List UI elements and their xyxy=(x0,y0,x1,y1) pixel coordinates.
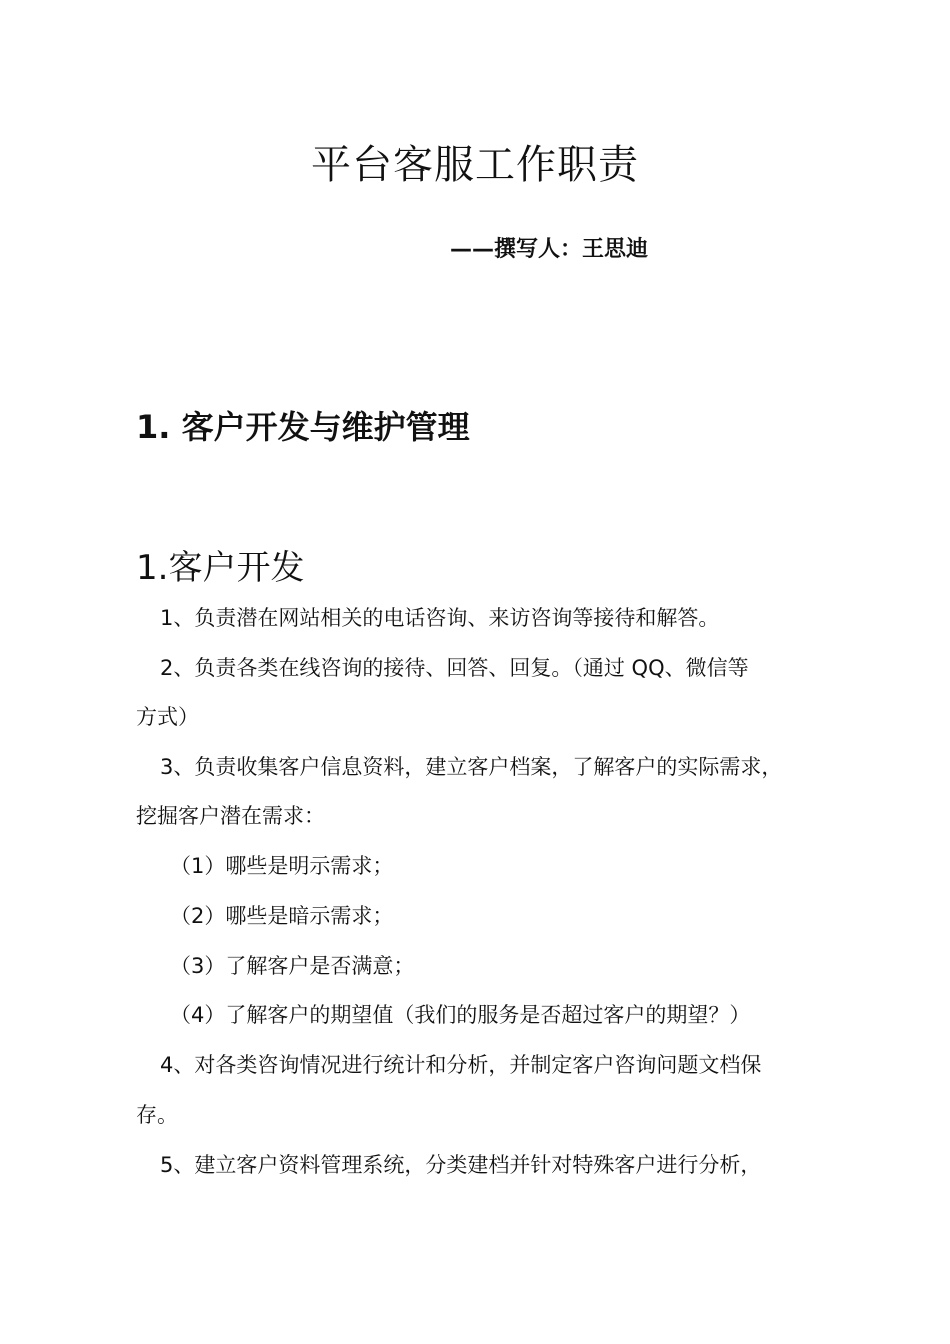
section-heading: 1. 客户开发与维护管理 xyxy=(136,408,470,446)
paragraph-line: 方式） xyxy=(136,705,199,729)
paragraph-line: 1、负责潜在网站相关的电话咨询、来访咨询等接待和解答。 xyxy=(160,606,720,630)
list-item: （2）哪些是暗示需求； xyxy=(170,904,394,928)
paragraph-line: 存。 xyxy=(136,1103,178,1127)
author-line: ——撰写人：王思迪 xyxy=(450,237,649,262)
list-item: （3）了解客户是否满意； xyxy=(170,954,415,978)
subsection-heading: 1.客户开发 xyxy=(136,548,305,588)
paragraph-line: 4、对各类咨询情况进行统计和分析，并制定客户咨询问题文档保 xyxy=(160,1053,762,1077)
paragraph-line: 3、负责收集客户信息资料，建立客户档案，了解客户的实际需求， xyxy=(160,755,783,779)
document-title: 平台客服工作职责 xyxy=(311,142,639,188)
list-item: （1）哪些是明示需求； xyxy=(170,854,394,878)
list-item: （4）了解客户的期望值（我们的服务是否超过客户的期望？） xyxy=(170,1003,751,1027)
paragraph-line: 挖掘客户潜在需求： xyxy=(136,804,325,828)
paragraph-line: 5、建立客户资料管理系统，分类建档并针对特殊客户进行分析， xyxy=(160,1153,762,1177)
paragraph-line: 2、负责各类在线咨询的接待、回答、回复。（通过 QQ、微信等 xyxy=(160,656,749,680)
